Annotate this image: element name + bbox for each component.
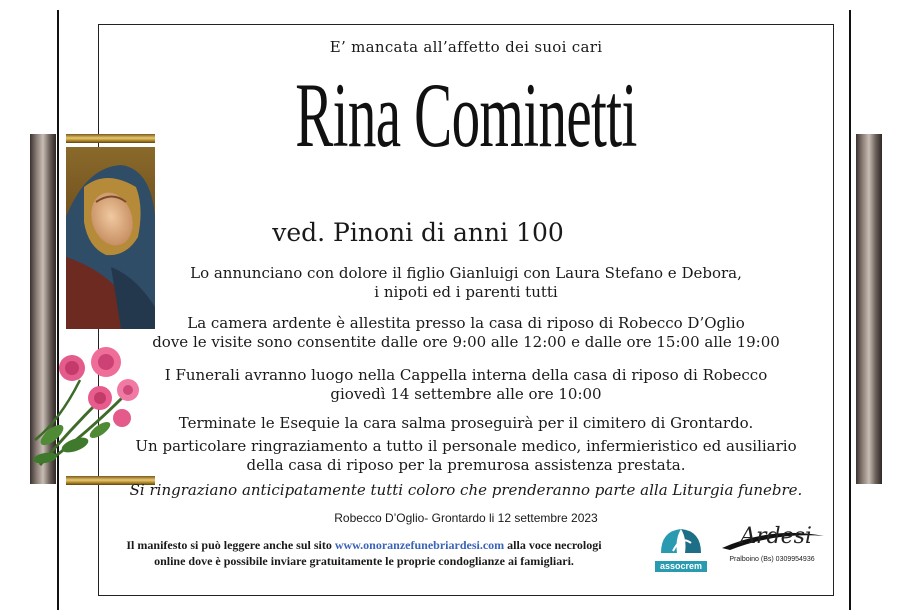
funeral-line-1: I Funerali avranno luogo nella Cappella interna della casa di riposo di Robecco (164, 366, 768, 384)
deceased-name: Rina Cominetti (295, 64, 637, 166)
thanks-block (98, 437, 834, 475)
assocrem-logo (655, 525, 707, 569)
assocrem-emblem-icon (655, 525, 707, 557)
website-link[interactable]: www.onoranzefunebriardesi.com (334, 538, 505, 552)
footer-text-before-link: Il manifesto si può leggere anche sul sito (126, 538, 335, 552)
announce-line-1: Lo annunciano con dolore il figlio Gianluigi con Laura Stefano e Debora, (190, 264, 742, 282)
burial-line: Terminate le Esequie la cara salma proseguirà per il cimitero di Grontardo. (178, 414, 754, 432)
thanks-line-1: Un particolare ringraziamento a tutto il personale medico, infermieristico ed ausiliario (135, 437, 797, 455)
chapel-block (98, 314, 834, 352)
ardesi-wordmark: Ardesi (740, 524, 812, 549)
footer-text-after-link: alla voce necrologi (504, 538, 602, 552)
announce-line-2: i nipoti ed i parenti tutti (374, 283, 558, 301)
footer-line-2: online dove è possibile inviare gratuitamente le proprie condoglianze ai famigliari. (154, 554, 574, 568)
footer-text (104, 537, 624, 569)
announcement-block (98, 264, 834, 302)
right-marble-strip (856, 134, 882, 484)
place-date: Robecco D’Oglio- Grontardo li 12 settembre 2023 (334, 511, 598, 525)
assocrem-label: assocrem (655, 561, 707, 572)
thanks-italic-line: Si ringraziano anticipatamente tutti coloro che prenderanno parte alla Liturgia funebre. (129, 481, 803, 499)
funeral-line-2: giovedì 14 settembre alle ore 10:00 (330, 385, 602, 403)
chapel-line-2: dove le visite sono consentite dalle ore 9:00 alle 12:00 e dalle ore 15:00 alle 19:00 (152, 333, 780, 351)
funeral-block (98, 366, 834, 404)
ardesi-subtext: Pralboino (Bs) 0309954936 (729, 556, 815, 563)
subtitle-widow-age: ved. Pinoni di anni 100 (272, 218, 564, 247)
thanks-line-2: della casa di riposo per la premurosa assistenza prestata. (246, 456, 686, 474)
intro-text: E’ mancata all’affetto dei suoi cari (329, 38, 603, 56)
ardesi-logo (716, 522, 828, 568)
gold-bar-top (66, 134, 155, 143)
right-border-line (849, 10, 851, 610)
left-border-line (57, 10, 59, 610)
footer-line-1 (104, 537, 624, 553)
chapel-line-1: La camera ardente è allestita presso la casa di riposo di Robecco D’Oglio (187, 314, 745, 332)
